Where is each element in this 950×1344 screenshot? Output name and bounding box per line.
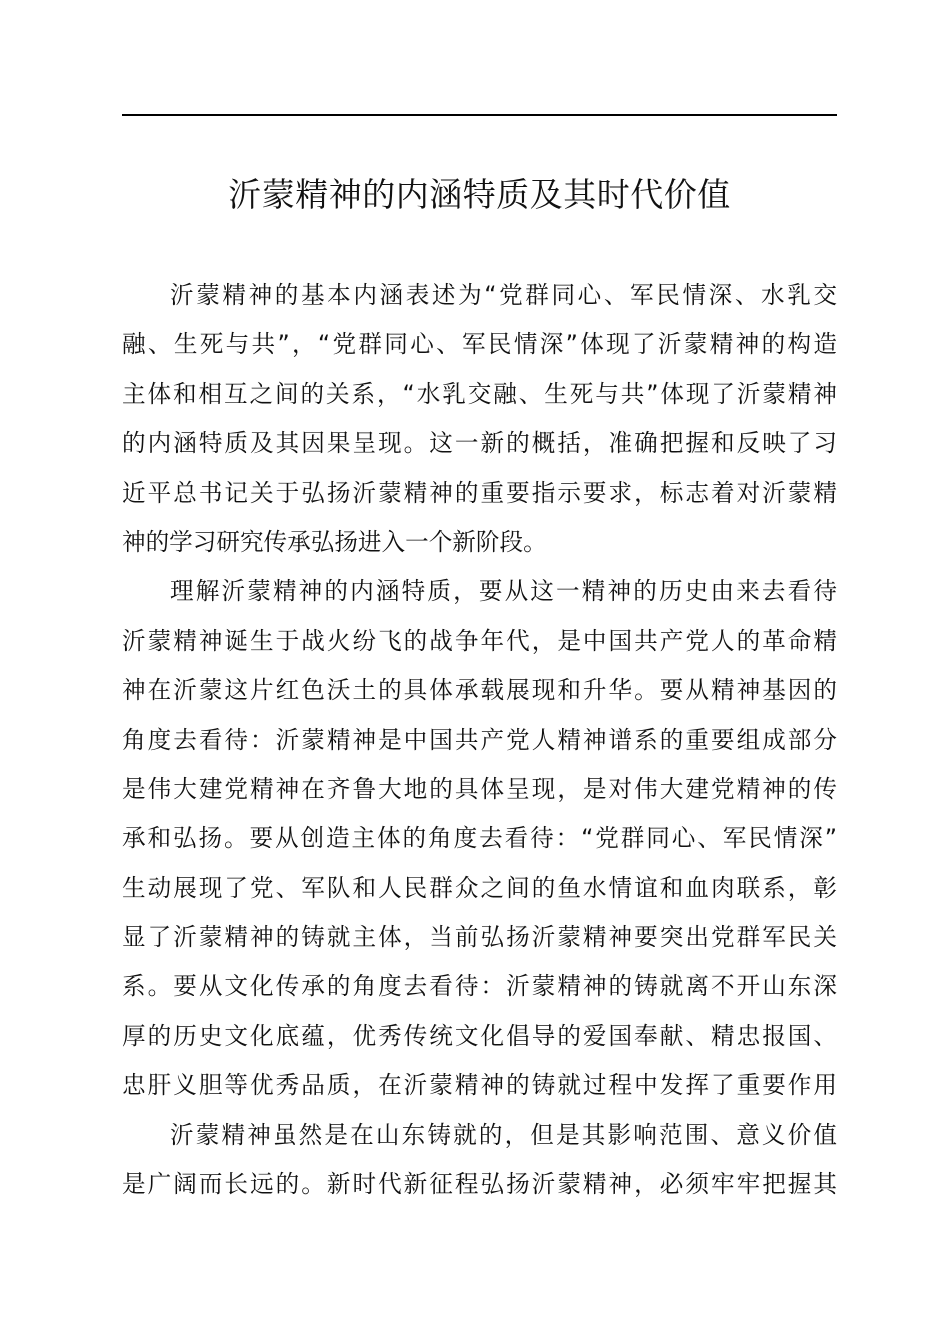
text-line: 沂蒙精神诞生于战火纷飞的战争年代，是中国共产党人的革命精 — [122, 626, 837, 655]
text-line: 主体和相互之间的关系，“水乳交融、生死与共”体现了沂蒙精神 — [122, 379, 837, 408]
paragraph-3 — [122, 1111, 837, 1210]
paragraph-2 — [122, 567, 837, 1110]
text-line: 系。要从文化传承的角度去看待：沂蒙精神的铸就离不开山东深 — [122, 972, 837, 1001]
text-line: 神的学习研究传承弘扬进入一个新阶段。 — [122, 527, 547, 556]
text-line: 角度去看待：沂蒙精神是中国共产党人精神谱系的重要组成部分 — [122, 725, 837, 754]
text-line: 理解沂蒙精神的内涵特质，要从这一精神的历史由来去看待 — [170, 577, 837, 606]
text-line: 神在沂蒙这片红色沃土的具体承载展现和升华。要从精神基因的 — [122, 676, 837, 705]
paragraph-1 — [122, 271, 837, 567]
text-line: 承和弘扬。要从创造主体的角度去看待：“党群同心、军民情深” — [122, 824, 837, 853]
text-line: 生动展现了党、军队和人民群众之间的鱼水情谊和血肉联系，彰 — [122, 873, 837, 902]
text-line: 沂蒙精神虽然是在山东铸就的，但是其影响范围、意义价值 — [170, 1120, 837, 1149]
text-line: 是广阔而长远的。新时代新征程弘扬沂蒙精神，必须牢牢把握其 — [122, 1170, 837, 1199]
header-rule — [122, 114, 837, 116]
text-line: 沂蒙精神的基本内涵表述为“党群同心、军民情深、水乳交 — [170, 281, 837, 309]
document-title: 沂蒙精神的内涵特质及其时代价值 — [228, 175, 731, 214]
text-line: 的内涵特质及其因果呈现。这一新的概括，准确把握和反映了习 — [122, 429, 837, 458]
text-line: 融、生死与共”，“党群同心、军民情深”体现了沂蒙精神的构造 — [122, 330, 837, 359]
document-body — [122, 271, 837, 1209]
text-line: 厚的历史文化底蕴，优秀传统文化倡导的爱国奉献、精忠报国、 — [122, 1021, 837, 1050]
text-line: 近平总书记关于弘扬沂蒙精神的重要指示要求，标志着对沂蒙精 — [122, 478, 837, 507]
text-line: 忠肝义胆等优秀品质，在沂蒙精神的铸就过程中发挥了重要作用 — [122, 1071, 837, 1100]
text-line: 是伟大建党精神在齐鲁大地的具体呈现，是对伟大建党精神的传 — [122, 774, 837, 803]
text-line: 显了沂蒙精神的铸就主体，当前弘扬沂蒙精神要突出党群军民关 — [122, 923, 837, 952]
